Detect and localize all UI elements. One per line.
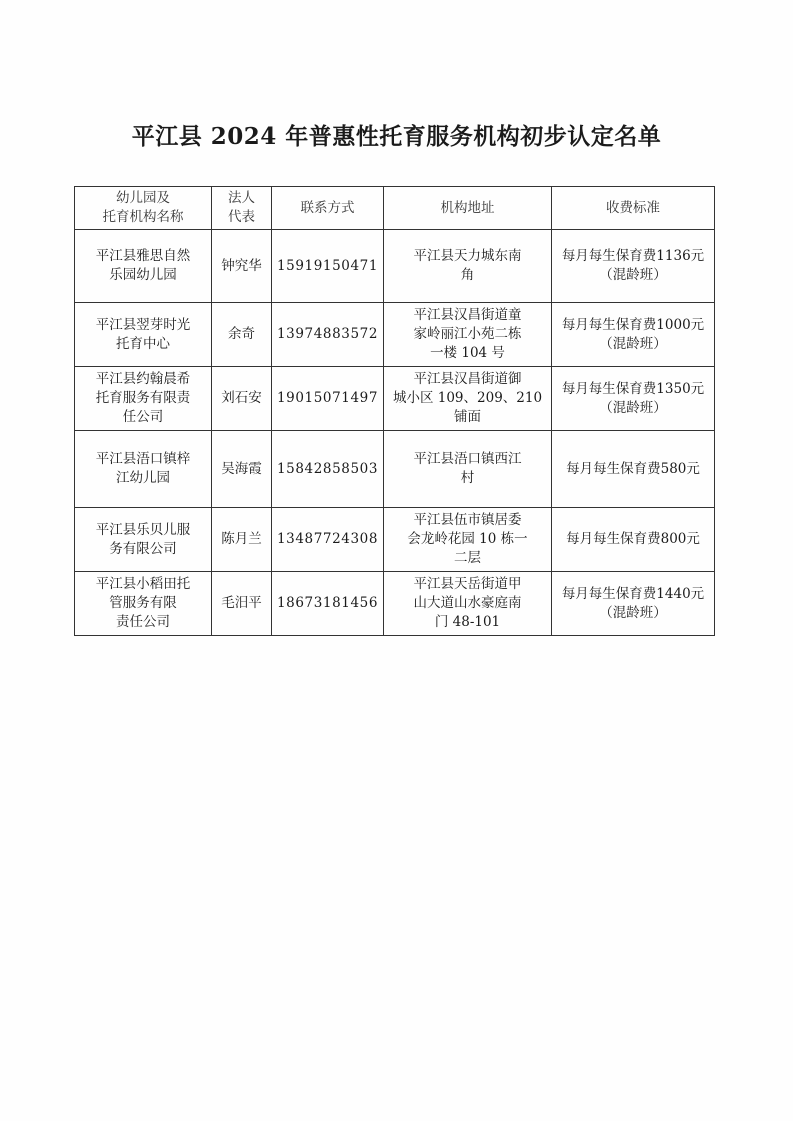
page-title: 平江县 2024 年普惠性托育服务机构初步认定名单 (131, 123, 662, 150)
address-cell: 平江县汉昌街道童 家岭丽江小苑二栋 一楼 104 号 (384, 303, 552, 367)
table-row (75, 572, 715, 636)
phone-cell: 15919150471 (272, 230, 384, 303)
institution-name-cell: 平江县乐贝儿服 务有限公司 (75, 508, 212, 572)
header-institution-name: 幼儿园及 托育机构名称 (75, 187, 212, 230)
representative-cell: 刘石安 (212, 367, 272, 431)
header-fee-standard: 收费标准 (552, 187, 715, 230)
fee-cell: 每月每生保育费800元 (552, 508, 715, 572)
representative-cell: 吴海霞 (212, 431, 272, 508)
representative-cell: 钟究华 (212, 230, 272, 303)
address-cell: 平江县汉昌街道御 城小区 109、209、210 铺面 (384, 367, 552, 431)
table-row (75, 431, 715, 508)
address-cell: 平江县浯口镇西江 村 (384, 431, 552, 508)
institution-name-cell: 平江县约翰晨希 托育服务有限责 任公司 (75, 367, 212, 431)
header-legal-representative: 法人 代表 (212, 187, 272, 230)
fee-cell: 每月每生保育费1136元 （混龄班） (552, 230, 715, 303)
institution-name-cell: 平江县浯口镇梓 江幼儿园 (75, 431, 212, 508)
representative-cell: 陈月兰 (212, 508, 272, 572)
phone-cell: 19015071497 (272, 367, 384, 431)
institution-name-cell: 平江县雅思自然 乐园幼儿园 (75, 230, 212, 303)
institution-table (74, 186, 715, 636)
phone-cell: 13974883572 (272, 303, 384, 367)
phone-cell: 15842858503 (272, 431, 384, 508)
institution-name-cell: 平江县翌芽时光 托育中心 (75, 303, 212, 367)
phone-cell: 18673181456 (272, 572, 384, 636)
header-contact: 联系方式 (272, 187, 384, 230)
fee-cell: 每月每生保育费1350元 （混龄班） (552, 367, 715, 431)
phone-cell: 13487724308 (272, 508, 384, 572)
table-row (75, 230, 715, 303)
fee-cell: 每月每生保育费1440元 （混龄班） (552, 572, 715, 636)
header-address: 机构地址 (384, 187, 552, 230)
address-cell: 平江县伍市镇居委 会龙岭花园 10 栋一 二层 (384, 508, 552, 572)
fee-cell: 每月每生保育费580元 (552, 431, 715, 508)
table-row (75, 367, 715, 431)
address-cell: 平江县天力城东南 角 (384, 230, 552, 303)
institution-name-cell: 平江县小稻田托 管服务有限 责任公司 (75, 572, 212, 636)
fee-cell: 每月每生保育费1000元 （混龄班） (552, 303, 715, 367)
representative-cell: 余奇 (212, 303, 272, 367)
representative-cell: 毛汨平 (212, 572, 272, 636)
address-cell: 平江县天岳街道甲 山大道山水豪庭南 门 48-101 (384, 572, 552, 636)
table-row (75, 303, 715, 367)
table-row (75, 508, 715, 572)
table-header-row (75, 187, 715, 230)
